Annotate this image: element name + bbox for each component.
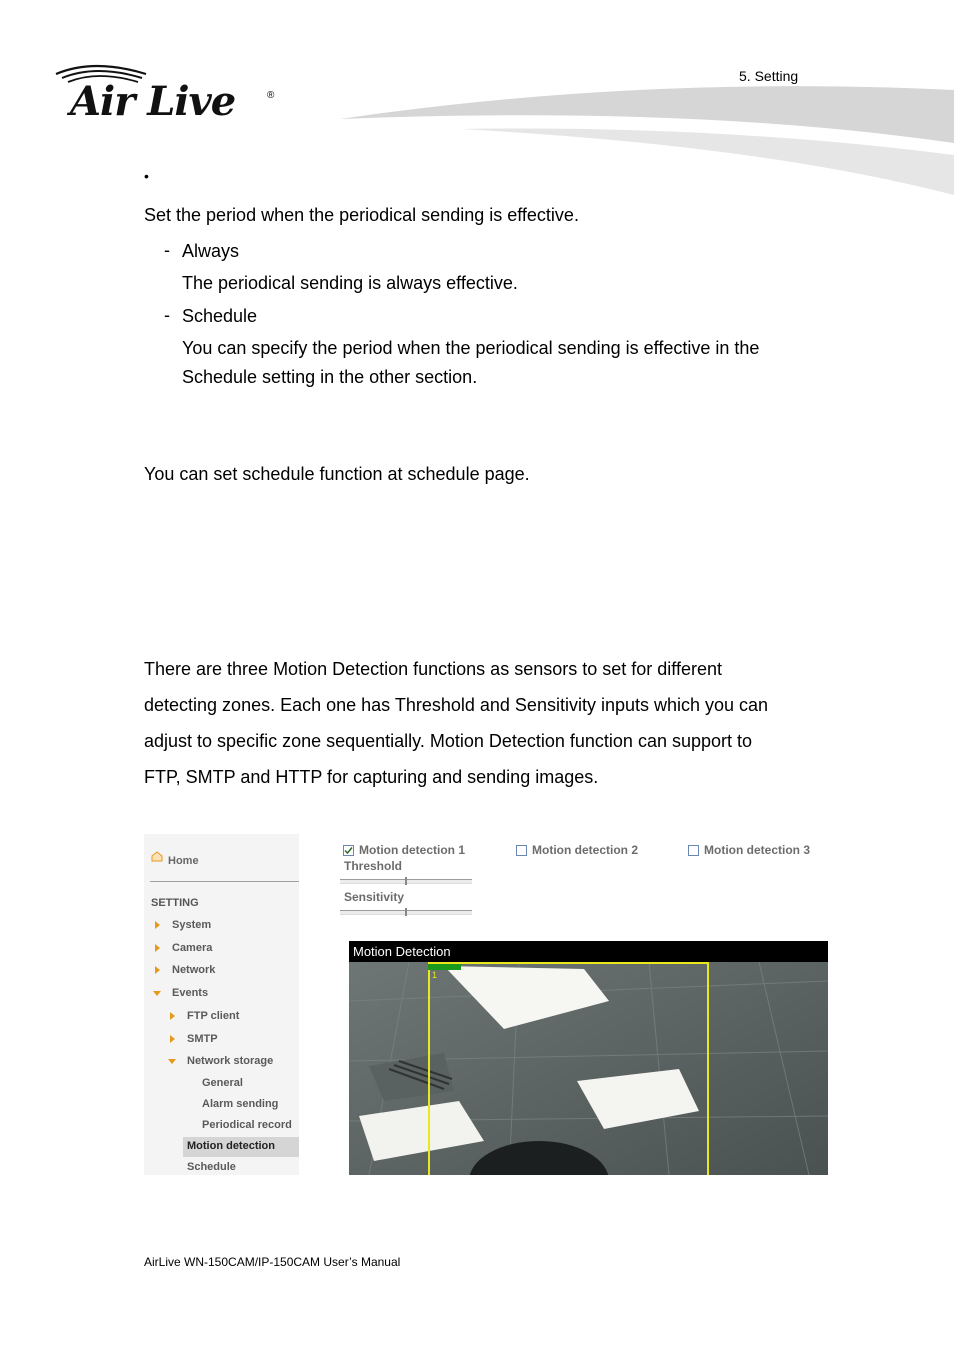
nav-network-storage[interactable]: Network storage [187,1055,274,1067]
chevron-right-icon [170,1012,175,1020]
checkmark-icon [344,846,353,855]
airlive-logo: Air Live [70,78,236,125]
nav-motion-detection[interactable]: Motion detection [187,1140,275,1152]
nav-setting-heading: SETTING [151,897,199,909]
nav-alarm-sending[interactable]: Alarm sending [202,1098,279,1110]
nav-network[interactable]: Network [172,964,216,976]
threshold-label: Threshold [344,859,403,873]
chevron-right-icon [155,966,160,974]
sensitivity-label: Sensitivity [344,890,405,904]
motion-detection-1-checkbox[interactable] [343,845,354,856]
nav-ftp-client[interactable]: FTP client [187,1010,240,1022]
nav-general[interactable]: General [202,1077,243,1089]
section-header: 5. Setting [739,68,799,84]
chevron-down-icon [153,991,161,996]
always-description: The periodical sending is always effective. [182,273,518,293]
motion-zone-1[interactable] [428,962,709,1175]
schedule-label: Schedule [182,306,258,326]
viewer-title-bar [349,941,828,962]
nav-smtp[interactable]: SMTP [187,1033,218,1045]
home-icon[interactable] [151,851,163,862]
sensitivity-slider-thumb[interactable] [405,908,407,916]
always-label: Always [182,241,240,261]
motion-detection-3-label[interactable]: Motion detection 3 [704,843,810,857]
motion-detection-2-checkbox[interactable] [516,845,527,856]
bullet: • [144,168,149,184]
logo-registered-mark: ® [267,90,275,101]
nav-home[interactable]: Home [168,855,199,867]
paragraph-period: Set the period when the periodical sending is effective. [144,205,579,225]
schedule-description-line-1: You can specify the period when the periodical sending is effective in the [182,338,760,358]
motion-zone-1-label: 1 [432,970,438,980]
nav-divider [150,881,299,882]
nav-schedule[interactable]: Schedule [187,1161,236,1173]
schedule-description-line-2: Schedule setting in the other section. [182,367,478,387]
motion-detection-1-label[interactable]: Motion detection 1 [359,843,465,857]
nav-system[interactable]: System [172,919,212,931]
motion-paragraph-line-3: adjust to specific zone sequentially. Motion Detection function can support to [144,731,753,751]
dash-schedule: - [164,305,170,325]
motion-detection-3-checkbox[interactable] [688,845,699,856]
paragraph-schedule: You can set schedule function at schedule page. [144,464,530,484]
motion-detection-viewer [349,941,828,1175]
viewer-title: Motion Detection [353,944,451,959]
dash-always: - [164,240,170,260]
chevron-right-icon [155,944,160,952]
motion-paragraph-line-4: FTP, SMTP and HTTP for capturing and sending images. [144,767,599,787]
threshold-slider-thumb[interactable] [405,877,407,885]
nav-periodical-record[interactable]: Periodical record [202,1119,292,1131]
nav-camera[interactable]: Camera [172,942,213,954]
footer-manual-title: AirLive WN-150CAM/IP-150CAM User’s Manual [144,1255,401,1269]
header-swoosh-decoration [340,85,954,200]
motion-paragraph-line-1: There are three Motion Detection functions as sensors to set for different [144,659,722,679]
motion-detection-2-label[interactable]: Motion detection 2 [532,843,638,857]
motion-paragraph-line-2: detecting zones. Each one has Threshold and Sensitivity inputs which you can [144,695,769,715]
chevron-right-icon [155,921,160,929]
nav-events[interactable]: Events [172,987,209,999]
chevron-down-icon [168,1059,176,1064]
chevron-right-icon [170,1035,175,1043]
